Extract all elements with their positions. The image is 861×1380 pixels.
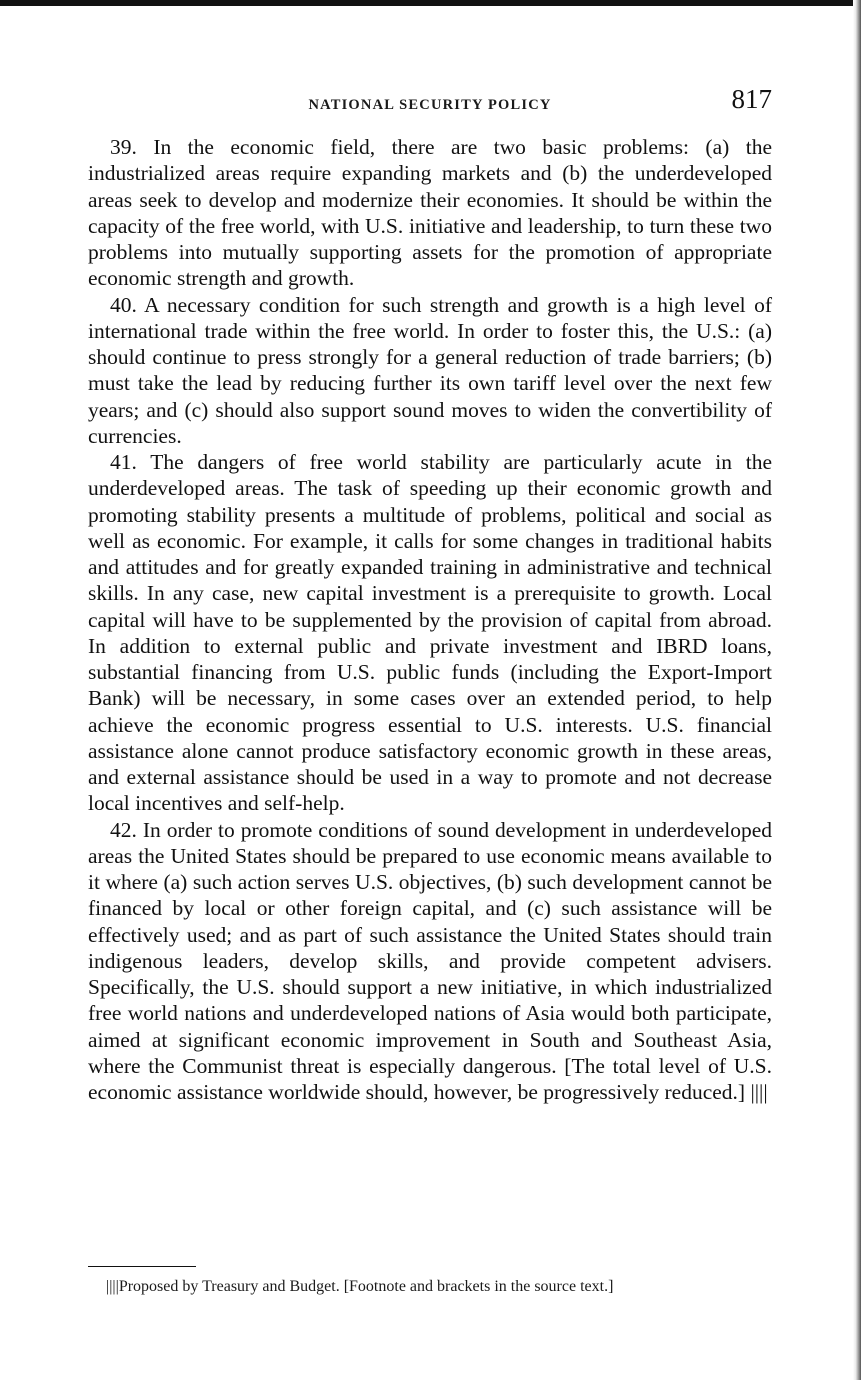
paragraph-39: 39. In the economic field, there are two basic problems: (a) the industrialized areas require expanding markets and (b) the underdeveloped areas seek to develop and modernize their economies. It should be within the capacity of the free world, with U.S. initiative and leadership, to turn these two problems into mutually supporting assets for the promotion of appropriate economic strength and growth. [88,135,772,291]
running-title: NATIONAL SECURITY POLICY [308,97,552,113]
footnote: ||||Proposed by Treasury and Budget. [Footnote and brackets in the source text.] [106,1278,614,1295]
page-header [88,84,772,124]
paragraph-42: 42. In order to promote conditions of sound development in underdeveloped areas the United States should be prepared to use economic means available to it where (a) such action serves U.S. objectives, (b) such development cannot be financed by local or other foreign capital, and (c) such assistance will be effectively used; and as part of such assistance the United States should train indigenous leaders, develop skills, and provide competent advisers. Specifically, the U.S. should support a new initiative, in which industrialized free world nations and underdeveloped nations of Asia would both participate, aimed at significant economic improvement in South and Southeast Asia, where the Communist threat is especially dangerous. [The total level of U.S. economic assistance worldwide should, however, be progressively reduced.] |||| [88,817,772,1104]
page-number: 817 [731,84,772,114]
footnote-rule [88,1266,196,1267]
paragraph-41: 41. The dangers of free world stability are particularly acute in the underdeveloped areas. The task of speeding up their economic growth and promoting stability presents a multitude of problems, political and social as well as economic. For example, it calls for some changes in traditional habits and attitudes and for greatly expanded training in administrative and technical skills. In any case, new capital investment is a prerequisite to growth. Local capital will have to be supplemented by the provision of capital from abroad. In addition to external public and private investment and IBRD loans, substantial financing from U.S. public funds (including the Export-Import Bank) will be necessary, in some cases over an extended period, to help achieve the economic progress essential to U.S. interests. U.S. financial assistance alone cannot produce satisfactory economic growth in these areas, and external assistance should be used in a way to promote and not decrease local incentives and self-help. [88,450,772,816]
paragraph-40: 40. A necessary condition for such strength and growth is a high level of international trade within the free world. In order to foster this, the U.S.: (a) should continue to press strongly for a general reduction of trade barriers; (b) must take the lead by reducing further its own tariff level over the next few years; and (c) should also support sound moves to widen the convertibility of currencies. [88,292,772,448]
page-top-edge [0,0,861,6]
page-binding-edge [853,0,861,1380]
body-text [88,134,772,1105]
